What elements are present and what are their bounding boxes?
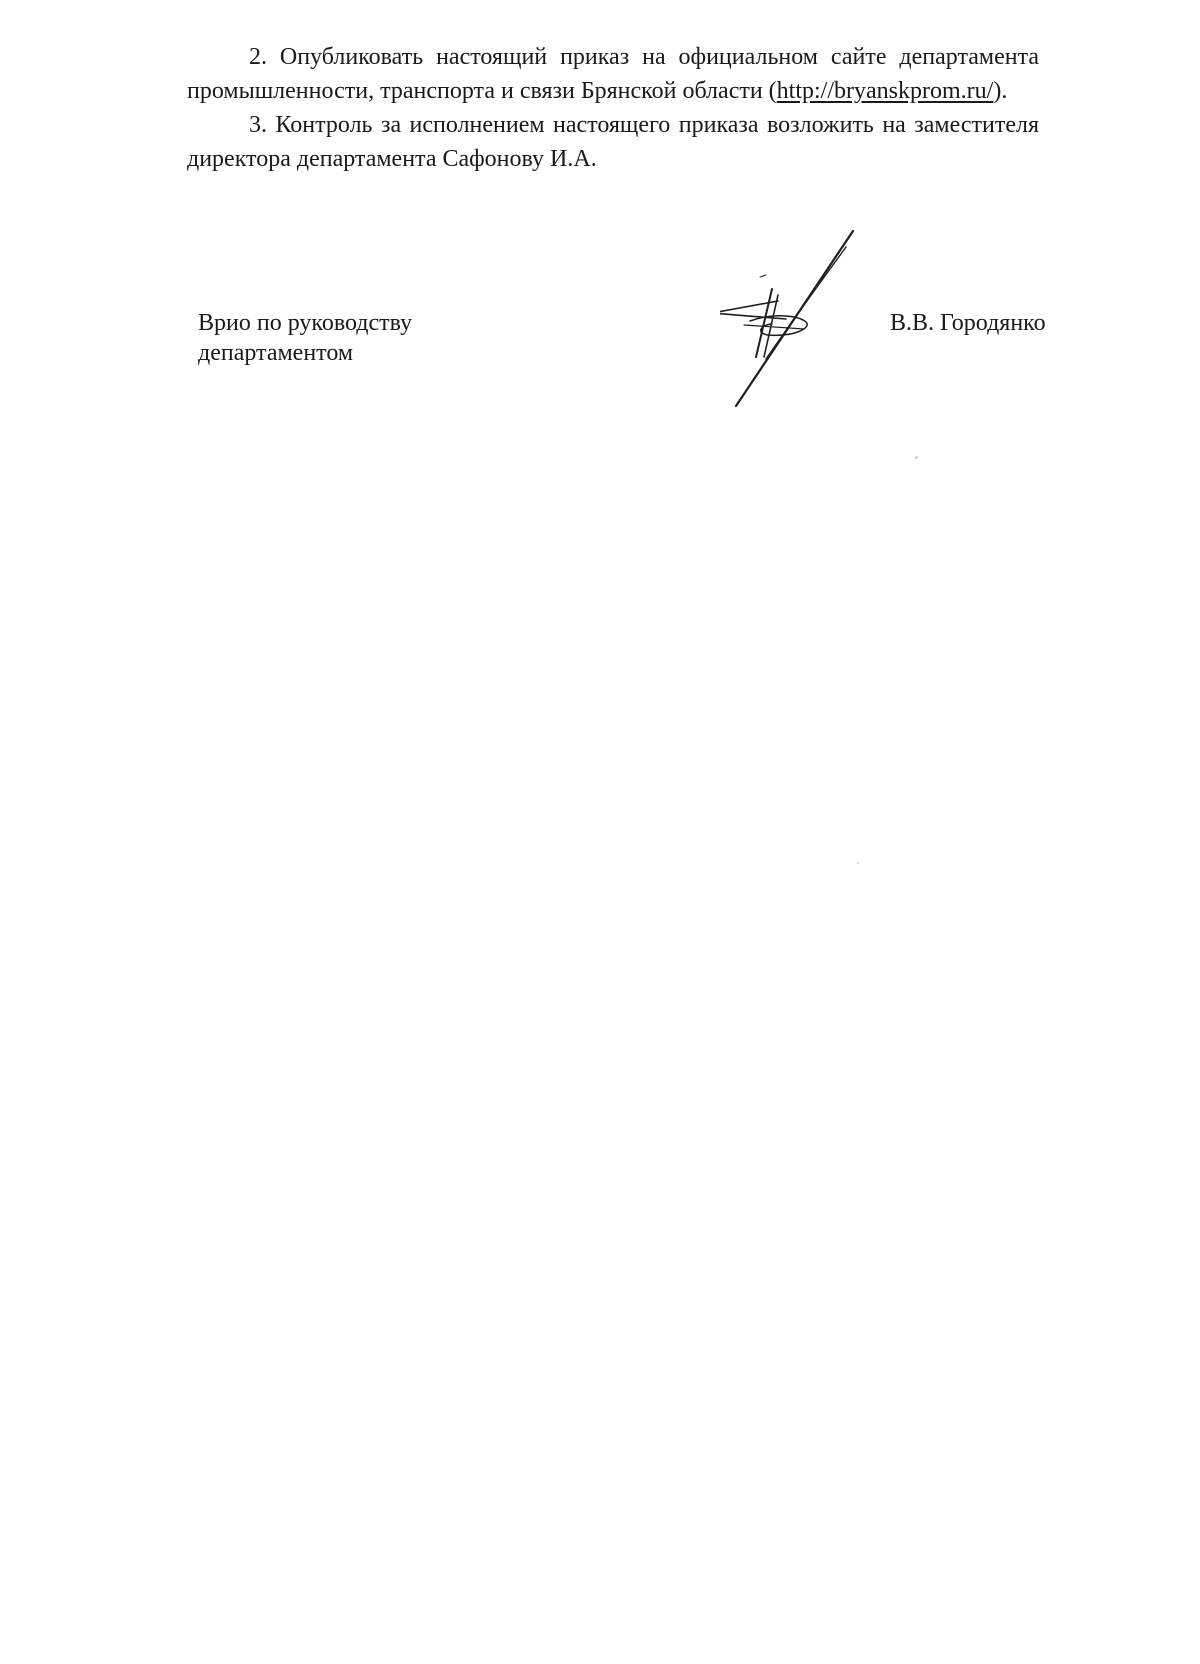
paragraph-2 bbox=[187, 40, 1039, 108]
scan-speck bbox=[915, 456, 918, 459]
scan-speck bbox=[857, 862, 859, 864]
paragraph-2-text-after: ). bbox=[993, 78, 1008, 104]
signatory-position-line-2: департаментом bbox=[198, 340, 354, 366]
signatory-position bbox=[198, 308, 412, 368]
paragraph-3: 3. Контроль за исполнением настоящего приказа возложить на заместителя директора департамента Сафонову И.А. bbox=[187, 112, 1039, 172]
paragraph-2-text-before: 2. Опубликовать настоящий приказ на официальном сайте департамента промышленности, транспорта и связи Брянской области ( bbox=[187, 44, 1039, 104]
handwritten-signature bbox=[720, 225, 910, 415]
document-body bbox=[187, 40, 1039, 176]
signatory-name: В.В. Городянко bbox=[890, 310, 1046, 336]
signatory-position-line-1: Врио по руководству bbox=[198, 310, 413, 336]
website-link[interactable]: http://bryanskprom.ru/ bbox=[776, 78, 994, 104]
